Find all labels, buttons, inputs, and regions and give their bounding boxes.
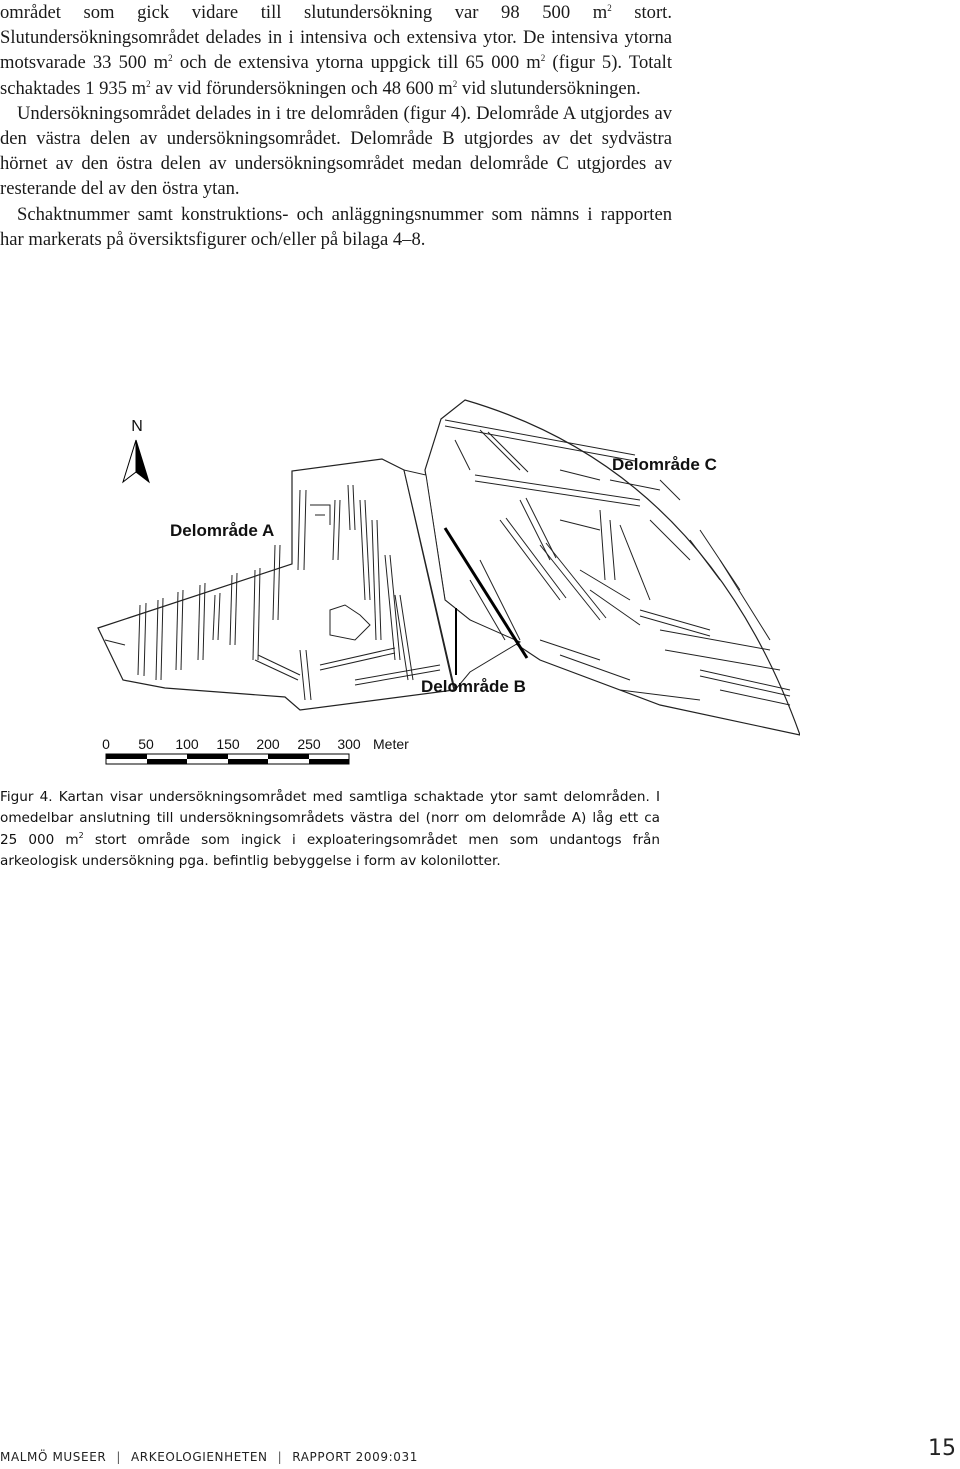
- paragraph-1: området som gick vidare till slutundersökning var 98 500 $m^2$ stort. Slutundersökningsområdet delades in i intensiva och extensiva ytor. De intensiva ytorna motsvarade 33 500 $m^2$ och de extensiva ytorna uppgick till 65 000 $m^2$ (figur 5). Totalt schaktades 1 935 $m^2$ av vid förundersökningen och 48 600 $m^2$ vid slutundersökningen.: [0, 2, 672, 99]
- scale-bar: [102, 736, 409, 764]
- page-footer: MALMÖ MUSEER | ARKEOLOGIENHETEN | RAPPORT 2009:031: [0, 1450, 418, 1464]
- footer-report: RAPPORT 2009:031: [292, 1450, 418, 1464]
- north-arrow-icon: [123, 440, 149, 482]
- page-number: 15: [928, 1436, 956, 1461]
- scale-tick-200: 200: [256, 736, 280, 752]
- area-c-label: Delområde C: [612, 455, 717, 474]
- scale-tick-150: 150: [216, 736, 240, 752]
- paragraph-3: Schaktnummer samt konstruktions- och anläggningsnummer som nämns i rapporten har markerats på översiktsfigurer och/eller på bilaga 4–8.: [0, 203, 672, 250]
- footer-department: ARKEOLOGIENHETEN: [130, 1450, 268, 1464]
- body-text: [0, 0, 672, 252]
- scale-tick-300: 300: [337, 736, 361, 752]
- scale-unit: Meter: [373, 736, 409, 752]
- paragraph-2: Undersökningsområdet delades in i tre delområden (figur 4). Delområde A utgjordes av den västra delen av undersökningsområdet. Delområde B utgjordes av det sydvästra hörnet av den östra delen av undersökningsområdet medan delområde C utgjordes av resterande del av den östra ytan.: [0, 102, 672, 200]
- north-label: N: [131, 418, 143, 435]
- figure-caption: Figur 4. Kartan visar undersökningsområdet med samtliga schaktade ytor samt delområden. I omedelbar anslutning till undersökningsområdets västra del (norr om delområde A) låg ett ca 25 000 $m^2$ stort område som ingick i exploateringsområdet men som undantogs från arkeologisk undersökning pga. befintlig bebyggelse i form av kolonilotter.: [0, 789, 660, 869]
- scale-tick-250: 250: [297, 736, 321, 752]
- scale-tick-50: 50: [138, 736, 154, 752]
- scale-tick-0: 0: [102, 736, 110, 752]
- area-a-label: Delområde A: [170, 521, 275, 540]
- scale-tick-100: 100: [175, 736, 199, 752]
- area-b-label: Delområde B: [421, 677, 526, 696]
- footer-publisher: MALMÖ MUSEER: [0, 1450, 107, 1464]
- site-map: [0, 380, 800, 780]
